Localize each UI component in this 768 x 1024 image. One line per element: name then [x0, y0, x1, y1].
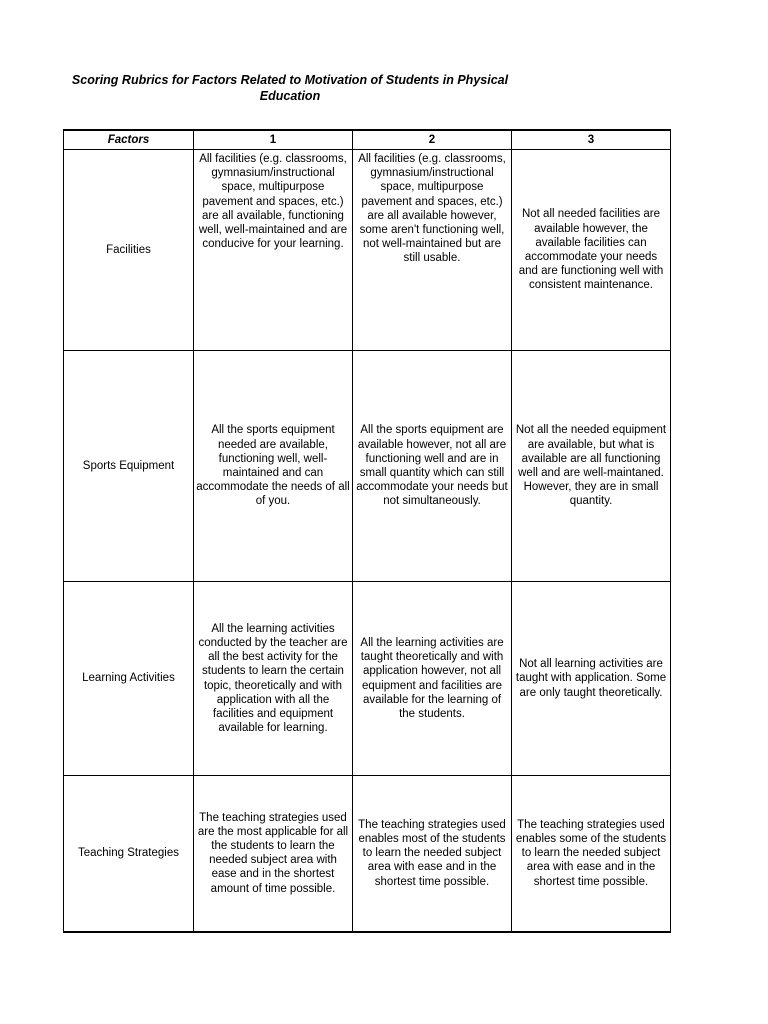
rubric-cell-score-3: Not all the needed equipment are available, but what is available are all functioning well and are well-maintaned. However, they are in small quantity. — [512, 351, 671, 582]
table-row-learning-activities — [64, 582, 671, 776]
rubric-cell-score-3: The teaching strategies used enables some of the students to learn the needed subject area with ease and in the shortest time possible. — [512, 776, 671, 932]
factor-name-cell: Sports Equipment — [64, 351, 194, 582]
rubric-cell-score-2: All the learning activities are taught theoretically and with application however, not all equipment and facilities are available for the learning of the students. — [353, 582, 512, 776]
table-header-row — [64, 130, 671, 150]
rubric-cell-score-2: All facilities (e.g. classrooms, gymnasium/instructional space, multipurpose pavement and spaces, etc.) are all available however, some aren't functioning well, not well-maintained but are still usable. — [353, 150, 512, 351]
table-row-sports-equipment — [64, 351, 671, 582]
header-score-2: 2 — [353, 130, 512, 150]
rubric-cell-score-2: All the sports equipment are available however, not all are functioning well and are in small quantity which can still accommodate your needs but not simultaneously. — [353, 351, 512, 582]
factor-name-cell: Teaching Strategies — [64, 776, 194, 932]
header-score-1: 1 — [194, 130, 353, 150]
header-score-3: 3 — [512, 130, 671, 150]
rubric-cell-score-1: All the sports equipment needed are available, functioning well, well-maintained and can accommodate the needs of all of you. — [194, 351, 353, 582]
rubric-cell-score-3: Not all learning activities are taught with application. Some are only taught theoretically. — [512, 582, 671, 776]
factor-name-cell: Learning Activities — [64, 582, 194, 776]
document-title: Scoring Rubrics for Factors Related to Motivation of Students in Physical Education — [71, 73, 509, 103]
rubric-cell-score-1: All the learning activities conducted by the teacher are all the best activity for the students to learn the certain topic, theoretically and with application with all the facilities and equipment available for learning. — [194, 582, 353, 776]
header-factors: Factors — [64, 130, 194, 150]
rubric-cell-score-1: The teaching strategies used are the most applicable for all the students to learn the needed subject area with ease and in the shortest amount of time possible. — [194, 776, 353, 932]
rubric-cell-score-1: All facilities (e.g. classrooms, gymnasium/instructional space, multipurpose pavement and spaces, etc.) are all available, functioning well, well-maintained and are conducive for your learning. — [194, 150, 353, 351]
rubric-cell-score-3: Not all needed facilities are available however, the available facilities can accommodate your needs and are functioning well with consistent maintenance. — [512, 150, 671, 351]
factor-name-cell: Facilities — [64, 150, 194, 351]
rubric-cell-score-2: The teaching strategies used enables most of the students to learn the needed subject area with ease and in the shortest time possible. — [353, 776, 512, 932]
table-row-facilities — [64, 150, 671, 351]
table-row-teaching-strategies — [64, 776, 671, 932]
scoring-rubric-table — [63, 129, 671, 933]
